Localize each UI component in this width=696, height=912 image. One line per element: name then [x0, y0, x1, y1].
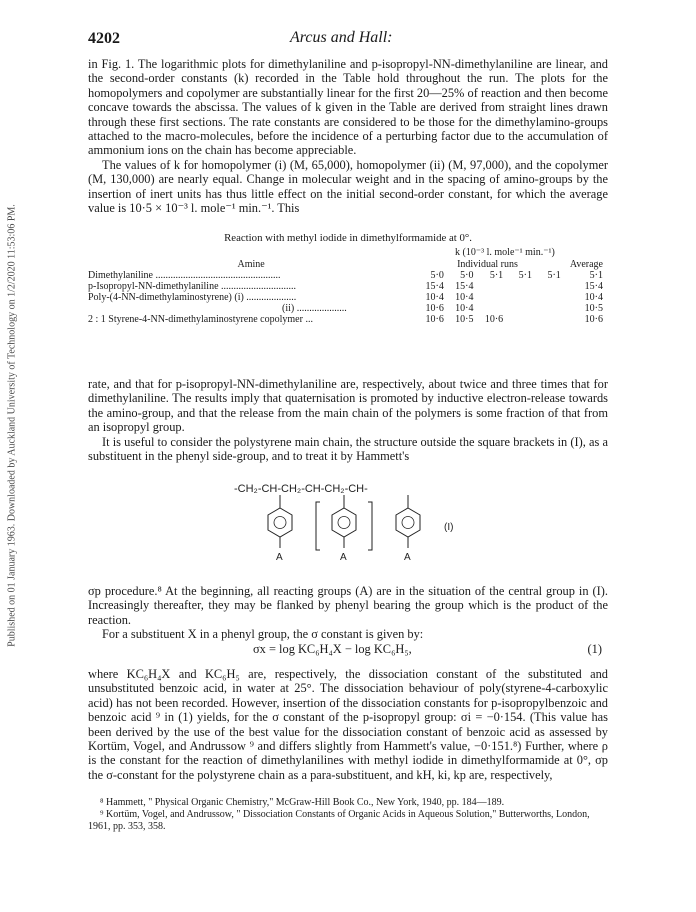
- table-units: k (10⁻³ l. mole⁻¹ min.⁻¹): [455, 247, 555, 258]
- body-text-procedure: [88, 584, 608, 642]
- table-row: [88, 270, 603, 281]
- group-label-a2: A: [340, 552, 347, 563]
- run-value-cell: 15·4: [455, 281, 474, 292]
- structure-chain: -CH₂-CH-CH₂-CH-CH₂-CH-: [234, 483, 368, 495]
- running-head: Arcus and Hall:: [290, 29, 393, 46]
- run-value-cell: [532, 303, 561, 314]
- header-amine: Amine: [237, 259, 265, 270]
- amine-cell: [88, 292, 414, 303]
- equation-formula: σx = log KC₆H₄X − log KC₆H₅,: [253, 642, 412, 656]
- leader-dots: ..................................................: [153, 270, 281, 281]
- run-value-cell: [503, 292, 532, 303]
- leader-dots: ...: [302, 314, 313, 325]
- run-value-cell: [532, 281, 561, 292]
- run-value-cell: 10·6: [425, 303, 444, 314]
- group-label-a1: A: [276, 552, 283, 563]
- structure-label: (I): [444, 522, 454, 533]
- amine-name: Poly-(4-NN-dimethylaminostyrene) (i): [88, 292, 244, 303]
- bracket-left: [316, 502, 320, 550]
- amine-name: Dimethylaniline: [88, 270, 153, 281]
- table-row: [88, 303, 603, 314]
- paragraph-4: It is useful to consider the polystyrene main chain, the structure outside the square brackets in (I), as a substituent in the phenyl side-group, and to treat it by Hammett's: [88, 434, 608, 464]
- run-value-cell: [474, 303, 504, 314]
- download-notice-text: Published on 01 January 1963. Downloaded by Auckland University of Technology on 1/2/2020 11:53:06 PM.: [6, 204, 18, 647]
- run-value-cell: [503, 314, 532, 325]
- run-value-cell: 10·4: [455, 303, 474, 314]
- benzene-ring-center: [332, 508, 356, 537]
- download-notice-sidebar: [0, 0, 16, 912]
- average-cell: 10·6: [584, 314, 603, 325]
- equation-number: (1): [587, 642, 602, 656]
- amine-cell: [88, 314, 414, 325]
- header-individual-runs: Individual runs: [457, 259, 518, 270]
- structure-rings: [268, 495, 420, 550]
- paragraph-1: in Fig. 1. The logarithmic plots for dimethylaniline and p-isopropyl-NN-dimethylaniline are linear, and the second-order constants (k) recorded in the Table hold throughout the run. The plots for the homopolymers and copolymer are substantially linear for the first 20—25% of reaction and then become concave towards the abscissa. The values of k given in the Table are derived from straight lines drawn through these first sections. The rate constants are considered to be those for the dimethylamino-groups attached to the macro-molecules, before the incidence of a perturbing factor due to the accumulation of ammonium ions on the chain has become appreciable.: [88, 57, 608, 158]
- footnote-8: ⁸ Hammett, " Physical Organic Chemistry," McGraw-Hill Book Co., New York, 1940, pp. 184—189.: [100, 797, 505, 808]
- table-header-row: [88, 259, 603, 270]
- average-cell: 5·1: [589, 270, 603, 281]
- run-value-cell: [503, 281, 532, 292]
- page-number: 4202: [88, 30, 120, 47]
- run-value-cell: 5·1: [489, 270, 504, 281]
- header-average: Average: [569, 259, 603, 270]
- leader-dots: ....................: [243, 292, 297, 303]
- average-cell: 10·4: [584, 292, 603, 303]
- run-value-cell: [474, 292, 504, 303]
- leader-dots: ....................: [294, 303, 347, 314]
- amine-name: p-Isopropyl-NN-dimethylaniline: [88, 281, 219, 292]
- run-value-cell: 5·1: [547, 270, 561, 281]
- amine-cell: [88, 281, 414, 292]
- benzene-ring-right: [396, 508, 420, 537]
- amine-name: 2 : 1 Styrene-4-NN-dimethylaminostyrene copolymer: [88, 314, 303, 325]
- average-cell: 15·4: [584, 281, 603, 292]
- average-cell: 10·5: [584, 303, 603, 314]
- run-value-cell: 10·6: [484, 314, 504, 325]
- run-value-cell: [474, 281, 504, 292]
- run-value-cell: [503, 303, 532, 314]
- body-text-bottom: [88, 667, 608, 782]
- paragraph-6: For a substituent X in a phenyl group, the σ constant is given by:: [102, 627, 424, 642]
- bracket-right: [368, 502, 372, 550]
- table-row: [88, 281, 603, 292]
- paragraph-3: rate, and that for p-isopropyl-NN-dimethylaniline are, respectively, about twice and three times that for dimethylaniline. The results imply that quaternisation is promoted by inductive electron-release towards the amino-group, and that the release from the main chain of the polymers is some fraction of that from an isopropyl group.: [88, 377, 608, 435]
- run-value-cell: 5·0: [430, 270, 444, 281]
- footnotes: [88, 797, 608, 833]
- run-value-cell: 15·4: [425, 281, 444, 292]
- paragraph-2: The values of k for homopolymer (i) (M, 65,000), homopolymer (ii) (M, 97,000), and the copolymer (M, 130,000) are nearly equal. Change in molecular weight and in the spacing of amino-groups by the insertion of inert units has thus little effect on the initial second-order constant, for which the average value is 10·5 × 10⁻³ l. mole⁻¹ min.⁻¹. This: [88, 157, 608, 216]
- run-value-cell: 10·6: [425, 314, 444, 325]
- run-value-cell: 10·4: [425, 292, 444, 303]
- run-value-cell: [532, 314, 561, 325]
- leader-dots: ..............................: [218, 281, 297, 292]
- benzene-ring-left: [268, 508, 292, 537]
- table-row: [88, 292, 603, 303]
- polymer-structure-diagram: [228, 480, 528, 580]
- run-value-cell: [532, 292, 561, 303]
- paragraph-5: σp procedure.⁸ At the beginning, all reacting groups (A) are in the situation of the central group in (I). Increasingly thereafter, they may be flanked by phenyl bearing the group which is the product of the reaction.: [88, 584, 608, 627]
- table-row: [88, 314, 603, 325]
- run-value-cell: 5·0: [460, 270, 474, 281]
- amine-cell: [88, 270, 414, 281]
- table-body: [88, 270, 603, 325]
- amine-name: (ii): [282, 303, 295, 314]
- footnote-9: ⁹ Kortüm, Vogel, and Andrussow, " Dissociation Constants of Organic Acids in Aqueous Solution," Butterworths, London, 1961, pp. 353, 358.: [88, 809, 590, 832]
- run-value-cell: 10·5: [455, 314, 474, 325]
- group-label-a3: A: [404, 552, 411, 563]
- run-value-cell: 10·4: [455, 292, 474, 303]
- amine-cell: [88, 303, 414, 314]
- run-value-cell: 5·1: [518, 270, 532, 281]
- table-title: Reaction with methyl iodide in dimethylformamide at 0°.: [224, 232, 472, 244]
- rate-constant-table: [88, 259, 603, 325]
- paragraph-7: where KC₆H₄X and KC₆H₅ are, respectively, the dissociation constant of the substituted and unsubstituted benzoic acid, in water at 25°. The dissociation behaviour of poly(styrene-4-carboxylic acid) has not been recorded. However, insertion of the dissociation constants for p-isopropylbenzoic and benzoic acid ⁹ in (1) yields, for the σ constant of the p-isopropyl group: σi = −0·154. (This value has been derived by the use of the best value for the dissociation constant of benzoic acid as assessed by Kortüm, Vogel, and Andrussow ⁹ and differs slightly from Hammett's value, −0·151.⁸) Further, where ρ is the constant for the reaction of dimethylanilines with methyl iodide in dimethylformamide at 0°, σp the σ-constant for the polystyrene chain as a para-substituent, and kH, ki, kp are, respectively,: [88, 667, 608, 782]
- body-text-top: [88, 57, 608, 215]
- body-text-middle: [88, 377, 608, 463]
- structure-svg: [228, 480, 528, 580]
